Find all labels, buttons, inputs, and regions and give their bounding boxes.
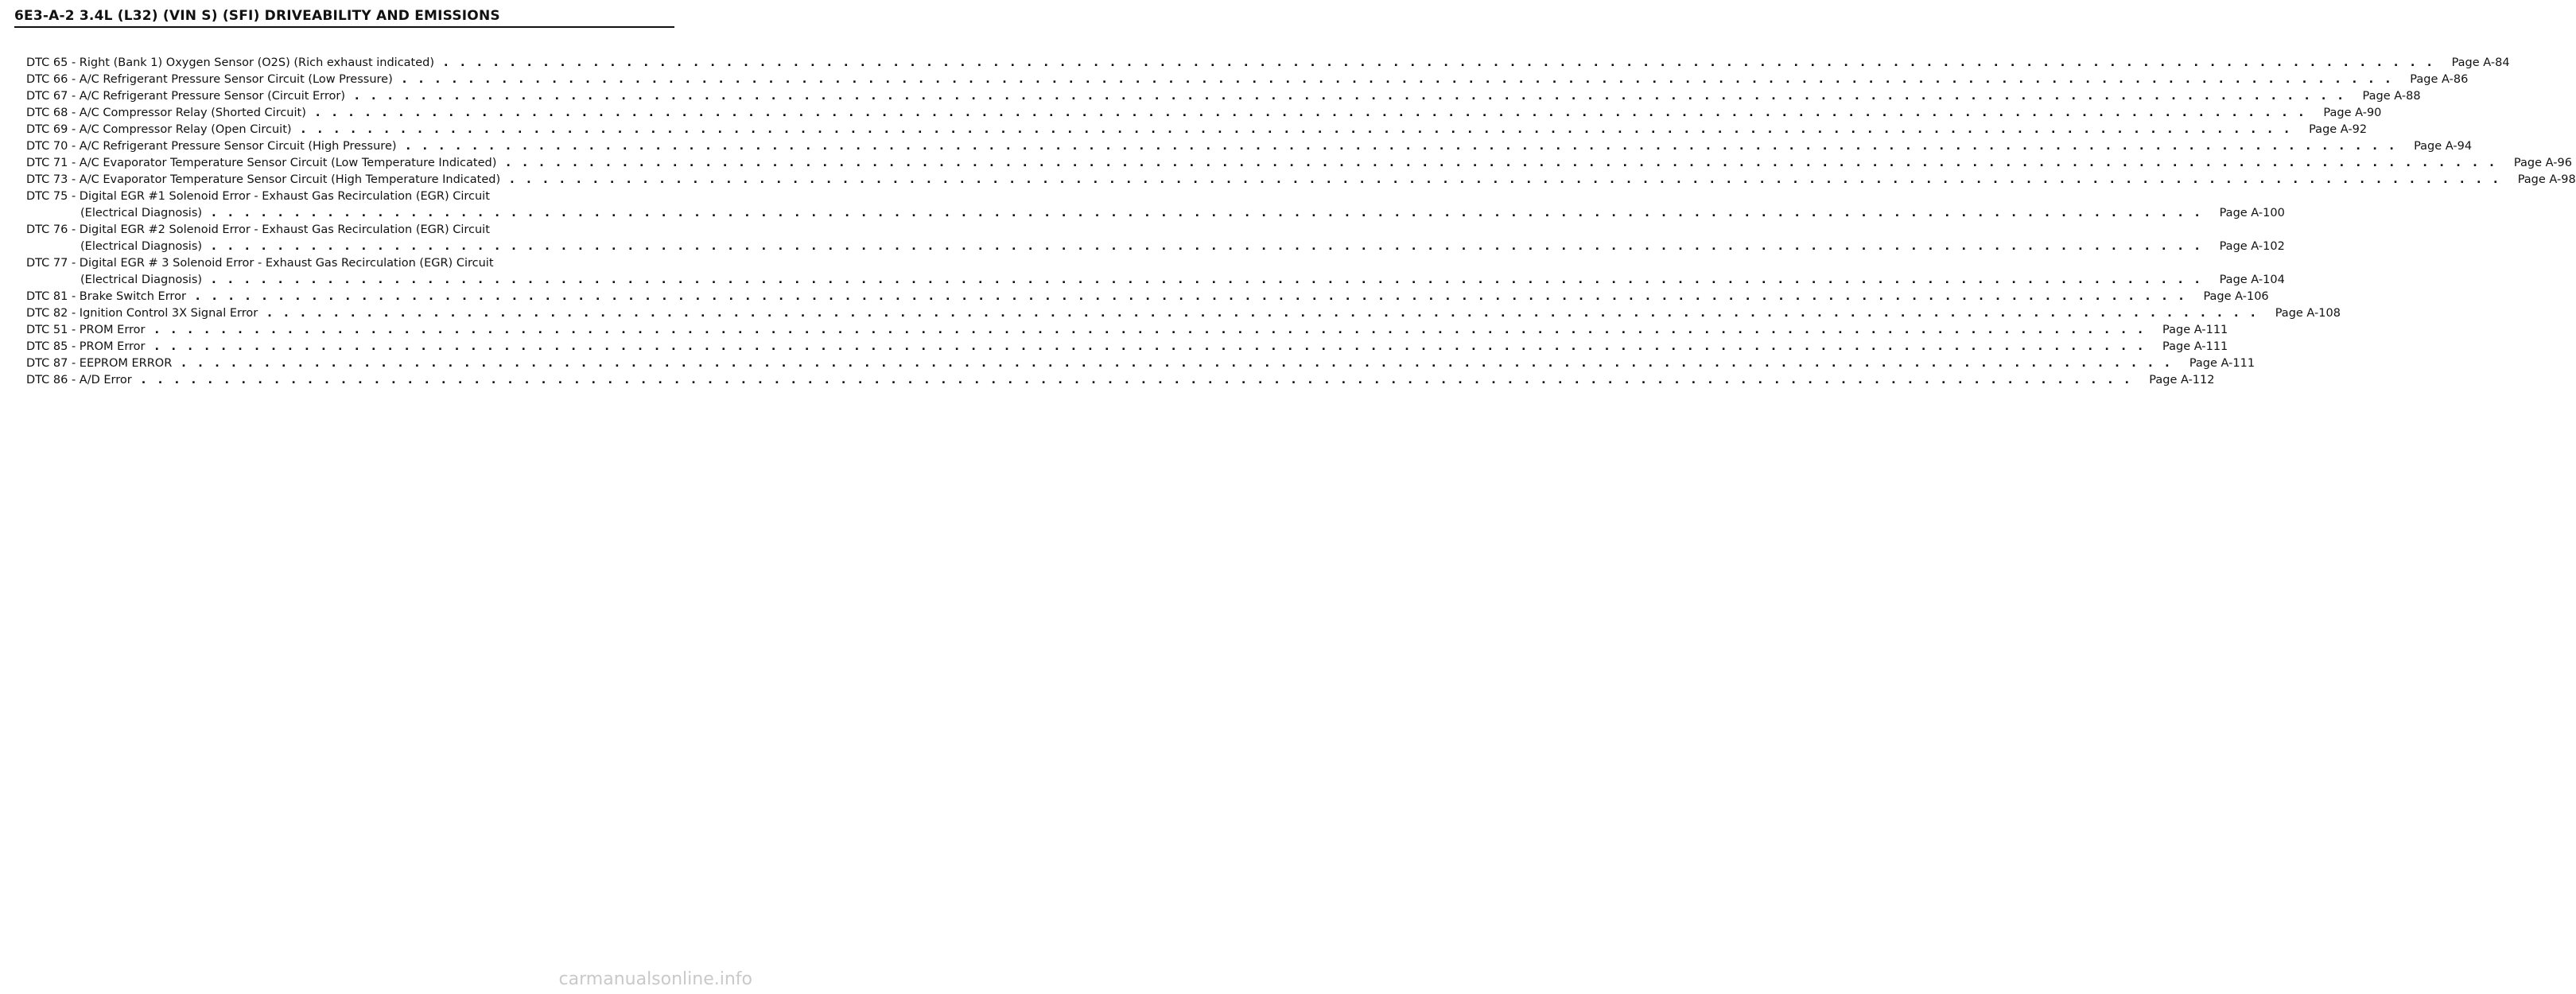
dot-leader: . . . . . . . . . . . . . . . . . . . . . . . . . . . . . . . . . . . . . . . . . . . . . . . . . . . . . . . . . . . . . . . . . . . . . . . . . . . . . . . . . . . . . . . . . . . . . . . . . . . . . . . . . . . . . . . . . . . . . . . .: [444, 56, 2436, 69]
toc-entry: [26, 72, 2469, 88]
dot-leader: . . . . . . . . . . . . . . . . . . . . . . . . . . . . . . . . . . . . . . . . . . . . . . . . . . . . . . . . . . . . . . . . . . . . . . . . . . . . . . . . . . . . . . . . . . . . . . . . . . . . . . . . . . . . . . . . . . . . . . . .: [267, 307, 2259, 320]
dot-leader: . . . . . . . . . . . . . . . . . . . . . . . . . . . . . . . . . . . . . . . . . . . . . . . . . . . . . . . . . . . . . . . . . . . . . . . . . . . . . . . . . . . . . . . . . . . . . . . . . . . . . . . . . . . . . . . . . . . . . . . .: [315, 107, 2308, 119]
toc-entry-title: DTC 87 - EEPROM ERROR: [26, 357, 173, 370]
dot-leader: . . . . . . . . . . . . . . . . . . . . . . . . . . . . . . . . . . . . . . . . . . . . . . . . . . . . . . . . . . . . . . . . . . . . . . . . . . . . . . . . . . . . . . . . . . . . . . . . . . . . . . . . . . . . . . . . . . . . . . . .: [181, 357, 2174, 370]
toc-entry: [26, 339, 2228, 355]
toc-entry-title: DTC 66 - A/C Refrigerant Pressure Sensor Circuit (Low Pressure): [26, 73, 393, 86]
toc-entry: [26, 55, 2510, 72]
dot-leader: . . . . . . . . . . . . . . . . . . . . . . . . . . . . . . . . . . . . . . . . . . . . . . . . . . . . . . . . . . . . . . . . . . . . . . . . . . . . . . . . . . . . . . . . . . . . . . . . . . . . . . . . . . . . . . . . . . . . . . . .: [154, 324, 2147, 336]
toc-entry: [26, 88, 2421, 105]
toc-page-number: Page A-100: [2219, 207, 2285, 219]
toc-entry: [26, 289, 2269, 305]
toc-page-number: Page A-92: [2309, 123, 2368, 136]
dot-leader: . . . . . . . . . . . . . . . . . . . . . . . . . . . . . . . . . . . . . . . . . . . . . . . . . . . . . . . . . . . . . . . . . . . . . . . . . . . . . . . . . . . . . . . . . . . . . . . . . . . . . . . . . . . . . . . . . . . . . . . .: [195, 290, 2188, 303]
dot-leader: . . . . . . . . . . . . . . . . . . . . . . . . . . . . . . . . . . . . . . . . . . . . . . . . . . . . . . . . . . . . . . . . . . . . . . . . . . . . . . . . . . . . . . . . . . . . . . . . . . . . . . . . . . . . . . . . . . . . . . . .: [510, 173, 2502, 186]
toc-entry: [26, 305, 2341, 322]
toc-page-number: Page A-111: [2162, 340, 2228, 353]
dot-leader: . . . . . . . . . . . . . . . . . . . . . . . . . . . . . . . . . . . . . . . . . . . . . . . . . . . . . . . . . . . . . . . . . . . . . . . . . . . . . . . . . . . . . . . . . . . . . . . . . . . . . . . . . . . . . . . . . . . . . . . .: [212, 274, 2204, 286]
page-header: [14, 8, 674, 28]
dot-leader: . . . . . . . . . . . . . . . . . . . . . . . . . . . . . . . . . . . . . . . . . . . . . . . . . . . . . . . . . . . . . . . . . . . . . . . . . . . . . . . . . . . . . . . . . . . . . . . . . . . . . . . . . . . . . . . . . . . . . . . .: [406, 140, 2399, 153]
toc-entry-title: DTC 77 - Digital EGR # 3 Solenoid Error - Exhaust Gas Recirculation (EGR) Circuit: [26, 257, 494, 270]
toc-entry-title: DTC 73 - A/C Evaporator Temperature Sensor Circuit (High Temperature Indicated): [26, 173, 501, 186]
toc-entry-title: (Electrical Diagnosis): [80, 240, 203, 253]
toc-page-number: Page A-108: [2275, 307, 2341, 320]
toc-page-number: Page A-98: [2517, 173, 2576, 186]
header-title: 6E3-A-2 3.4L (L32) (VIN S) (SFI) DRIVEABILITY AND EMISSIONS: [14, 8, 500, 24]
toc-entry-title: DTC 82 - Ignition Control 3X Signal Error: [26, 307, 258, 320]
toc-entry: [26, 122, 2368, 138]
toc-page-number: Page A-111: [2189, 357, 2255, 370]
dot-leader: . . . . . . . . . . . . . . . . . . . . . . . . . . . . . . . . . . . . . . . . . . . . . . . . . . . . . . . . . . . . . . . . . . . . . . . . . . . . . . . . . . . . . . . . . . . . . . . . . . . . . . . . . . . . . . . . . . . . . . . .: [506, 157, 2498, 169]
toc-page-number: Page A-96: [2513, 157, 2572, 169]
toc-entry: [26, 222, 674, 239]
toc-page-number: Page A-104: [2219, 274, 2285, 286]
watermark: carmanualsonline.info: [558, 969, 752, 989]
toc-entry-title: DTC 65 - Right (Bank 1) Oxygen Sensor (O2S) (Rich exhaust indicated): [26, 56, 435, 69]
toc-page-number: Page A-102: [2219, 240, 2285, 253]
toc-entry-title: (Electrical Diagnosis): [80, 274, 203, 286]
toc-page-number: Page A-111: [2162, 324, 2228, 336]
dot-leader: . . . . . . . . . . . . . . . . . . . . . . . . . . . . . . . . . . . . . . . . . . . . . . . . . . . . . . . . . . . . . . . . . . . . . . . . . . . . . . . . . . . . . . . . . . . . . . . . . . . . . . . . . . . . . . . . . . . . . . . .: [402, 73, 2395, 86]
toc-entry: [26, 138, 2473, 155]
dot-leader: . . . . . . . . . . . . . . . . . . . . . . . . . . . . . . . . . . . . . . . . . . . . . . . . . . . . . . . . . . . . . . . . . . . . . . . . . . . . . . . . . . . . . . . . . . . . . . . . . . . . . . . . . . . . . . . . . . . . . . . .: [355, 90, 2347, 103]
toc-entry: [26, 255, 674, 272]
toc-entry: [26, 188, 674, 205]
toc-entry-title: DTC 71 - A/C Evaporator Temperature Sensor Circuit (Low Temperature Indicated): [26, 157, 497, 169]
toc-page-number: Page A-112: [2149, 374, 2215, 386]
toc-entry-title: DTC 81 - Brake Switch Error: [26, 290, 186, 303]
toc-entry-title: DTC 76 - Digital EGR #2 Solenoid Error - Exhaust Gas Recirculation (EGR) Circuit: [26, 223, 490, 236]
toc-entry-continuation: [26, 205, 2285, 222]
dot-leader: . . . . . . . . . . . . . . . . . . . . . . . . . . . . . . . . . . . . . . . . . . . . . . . . . . . . . . . . . . . . . . . . . . . . . . . . . . . . . . . . . . . . . . . . . . . . . . . . . . . . . . . . . . . . . . . . . . . . . . . .: [301, 123, 2294, 136]
toc-entry-title: DTC 86 - A/D Error: [26, 374, 132, 386]
dot-leader: . . . . . . . . . . . . . . . . . . . . . . . . . . . . . . . . . . . . . . . . . . . . . . . . . . . . . . . . . . . . . . . . . . . . . . . . . . . . . . . . . . . . . . . . . . . . . . . . . . . . . . . . . . . . . . . . . . . . . . . .: [212, 240, 2204, 253]
toc-entry: [26, 172, 2576, 188]
dot-leader: . . . . . . . . . . . . . . . . . . . . . . . . . . . . . . . . . . . . . . . . . . . . . . . . . . . . . . . . . . . . . . . . . . . . . . . . . . . . . . . . . . . . . . . . . . . . . . . . . . . . . . . . . . . . . . . . . . . . . . . .: [141, 374, 2134, 386]
toc-entry-title: DTC 85 - PROM Error: [26, 340, 146, 353]
dot-leader: . . . . . . . . . . . . . . . . . . . . . . . . . . . . . . . . . . . . . . . . . . . . . . . . . . . . . . . . . . . . . . . . . . . . . . . . . . . . . . . . . . . . . . . . . . . . . . . . . . . . . . . . . . . . . . . . . . . . . . . .: [212, 207, 2204, 219]
toc-entry: [26, 322, 2228, 339]
toc-entry-title: DTC 70 - A/C Refrigerant Pressure Sensor Circuit (High Pressure): [26, 140, 397, 153]
toc-page-number: Page A-94: [2414, 140, 2473, 153]
toc-page-number: Page A-86: [2410, 73, 2469, 86]
toc-entry-continuation: [26, 272, 2285, 289]
toc-page-number: Page A-90: [2323, 107, 2382, 119]
toc-page-number: Page A-88: [2362, 90, 2421, 103]
toc-entry: [26, 155, 2572, 172]
toc-entry-title: (Electrical Diagnosis): [80, 207, 203, 219]
toc-entry-title: DTC 68 - A/C Compressor Relay (Shorted Circuit): [26, 107, 306, 119]
toc-entry-title: DTC 67 - A/C Refrigerant Pressure Sensor (Circuit Error): [26, 90, 346, 103]
toc-page-number: Page A-106: [2203, 290, 2269, 303]
toc-entry: [26, 372, 2215, 389]
toc-entry: [26, 355, 2255, 372]
table-of-contents: [26, 55, 2576, 389]
toc-entry-title: DTC 51 - PROM Error: [26, 324, 146, 336]
toc-entry-title: DTC 75 - Digital EGR #1 Solenoid Error - Exhaust Gas Recirculation (EGR) Circuit: [26, 190, 490, 203]
toc-entry: [26, 105, 2382, 122]
dot-leader: . . . . . . . . . . . . . . . . . . . . . . . . . . . . . . . . . . . . . . . . . . . . . . . . . . . . . . . . . . . . . . . . . . . . . . . . . . . . . . . . . . . . . . . . . . . . . . . . . . . . . . . . . . . . . . . . . . . . . . . .: [154, 340, 2147, 353]
toc-page-number: Page A-84: [2451, 56, 2510, 69]
toc-entry-continuation: [26, 239, 2285, 255]
toc-entry-title: DTC 69 - A/C Compressor Relay (Open Circuit): [26, 123, 292, 136]
